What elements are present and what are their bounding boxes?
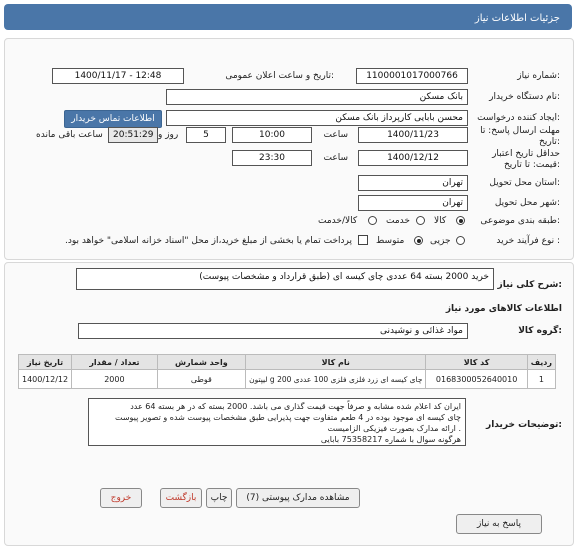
announce-datetime-field: 1400/11/17 - 12:48: [52, 68, 184, 84]
reply-time-label: ساعت: [323, 130, 348, 140]
buyer-notes-field: [88, 398, 466, 446]
category-label: طبقه بندی موضوعی:: [480, 216, 560, 226]
province-field: تهران: [358, 175, 468, 191]
buyer-notes-label: توضیحات خریدار:: [486, 420, 562, 430]
treasury-bonds-checkbox[interactable]: [358, 235, 368, 245]
price-validity-time: 23:30: [232, 150, 312, 166]
title-bar: [4, 4, 572, 30]
back-button[interactable]: بازگشت: [160, 488, 202, 508]
process-medium-label: متوسط: [376, 236, 405, 246]
table-header-row: [19, 355, 556, 370]
reply-deadline-date: 1400/11/23: [358, 127, 468, 143]
print-button[interactable]: چاپ: [206, 488, 232, 508]
cell-need-date: 1400/12/12: [19, 370, 72, 389]
goods-info-title: اطلاعات کالاهای مورد نیاز: [445, 304, 562, 314]
cell-code: 0168300052640010: [426, 370, 527, 389]
view-attachments-button[interactable]: مشاهده مدارک پیوستی (7): [236, 488, 360, 508]
buyer-org-label: نام دستگاه خریدار:: [489, 92, 560, 102]
note-line: هرگونه سوال با شماره 75358217 بابایی: [320, 435, 461, 444]
city-label: شهر محل تحویل:: [494, 198, 560, 208]
category-goods-service-label: کالا/خدمت: [318, 216, 358, 226]
page-title: جزئیات اطلاعات نیاز: [474, 13, 560, 24]
col-unit: واحد شمارش: [157, 355, 245, 370]
goods-group-field: مواد غذائی و نوشیدنی: [78, 323, 468, 339]
validity-time-label: ساعت: [323, 153, 348, 163]
process-minor-label: جزیی: [430, 236, 451, 246]
category-goods-service-radio[interactable]: [368, 216, 377, 225]
reply-deadline-time: 10:00: [232, 127, 312, 143]
buyer-org-field: بانک مسکن: [166, 89, 468, 105]
price-validity-date: 1400/12/12: [358, 150, 468, 166]
need-number-label: شماره نیاز:: [517, 71, 560, 81]
exit-button[interactable]: خروج: [100, 488, 142, 508]
process-medium-radio[interactable]: [414, 236, 423, 245]
note-line: چای کیسه ای موجود بوده در 4 طعم متفاوت جهت پذیرایی طبق مشخصات پیوست شده و تصویر پیوست: [114, 413, 461, 422]
cell-name: چای کیسه ای زرد فلزی فلزی 100 عددی 200 g لیپتون: [246, 370, 426, 389]
table-row[interactable]: [19, 370, 556, 389]
province-label: استان محل تحویل:: [489, 178, 560, 188]
days-remaining-field: 5: [186, 127, 226, 143]
col-need-date: تاریخ نیاز: [19, 355, 72, 370]
purchase-process-label: نوع فرآیند خرید :: [496, 236, 560, 246]
category-service-label: خدمت: [386, 216, 410, 226]
category-goods-radio[interactable]: [456, 216, 465, 225]
cell-quantity: 2000: [72, 370, 158, 389]
col-quantity: تعداد / مقدار: [72, 355, 158, 370]
price-validity-label: حداقل تاریخ اعتبار قیمت: تا تاریخ:: [492, 149, 560, 170]
col-name: نام کالا: [246, 355, 426, 370]
col-code: کد کالا: [426, 355, 527, 370]
goods-table: [18, 354, 556, 389]
days-label: روز و: [158, 130, 179, 140]
summary-field: خرید 2000 بسته 64 عددی چای کیسه ای (طبق قرارداد و مشخصات پیوست): [76, 268, 494, 290]
cell-row: 1: [527, 370, 555, 389]
cell-unit: قوطی: [157, 370, 245, 389]
remaining-label: ساعت باقی مانده: [36, 130, 103, 140]
contact-buyer-button[interactable]: اطلاعات تماس خریدار: [64, 110, 162, 128]
reply-button[interactable]: پاسخ به نیاز: [456, 514, 542, 534]
category-service-radio[interactable]: [416, 216, 425, 225]
time-remaining-field: 20:51:29: [108, 127, 158, 143]
reply-deadline-label: مهلت ارسال پاسخ: تا تاریخ:: [480, 126, 560, 147]
creator-field: محسن بابایی کارپرداز بانک مسکن: [166, 110, 468, 126]
announce-datetime-label: تاریخ و ساعت اعلان عمومی:: [225, 71, 334, 81]
process-minor-radio[interactable]: [456, 236, 465, 245]
summary-label: شرح کلی نیاز:: [497, 280, 562, 290]
need-number-field: 1100001017000766: [356, 68, 468, 84]
goods-group-label: گروه کالا:: [518, 326, 562, 336]
treasury-note: پرداخت تمام یا بخشی از مبلغ خرید،از محل "اسناد خزانه اسلامی" خواهد بود.: [64, 236, 352, 246]
category-goods-label: کالا: [434, 216, 447, 226]
creator-label: ایجاد کننده درخواست:: [477, 113, 560, 123]
note-line: . ارائه مدارک بصورت فیزیکی الزامیست: [327, 424, 461, 433]
col-row: ردیف: [527, 355, 555, 370]
note-line: ایران کد اعلام شده مشابه و صرفاً جهت قیمت گذاری می باشد. 2000 بسته که در هر بسته 64 عدد: [130, 402, 461, 411]
city-field: تهران: [358, 195, 468, 211]
